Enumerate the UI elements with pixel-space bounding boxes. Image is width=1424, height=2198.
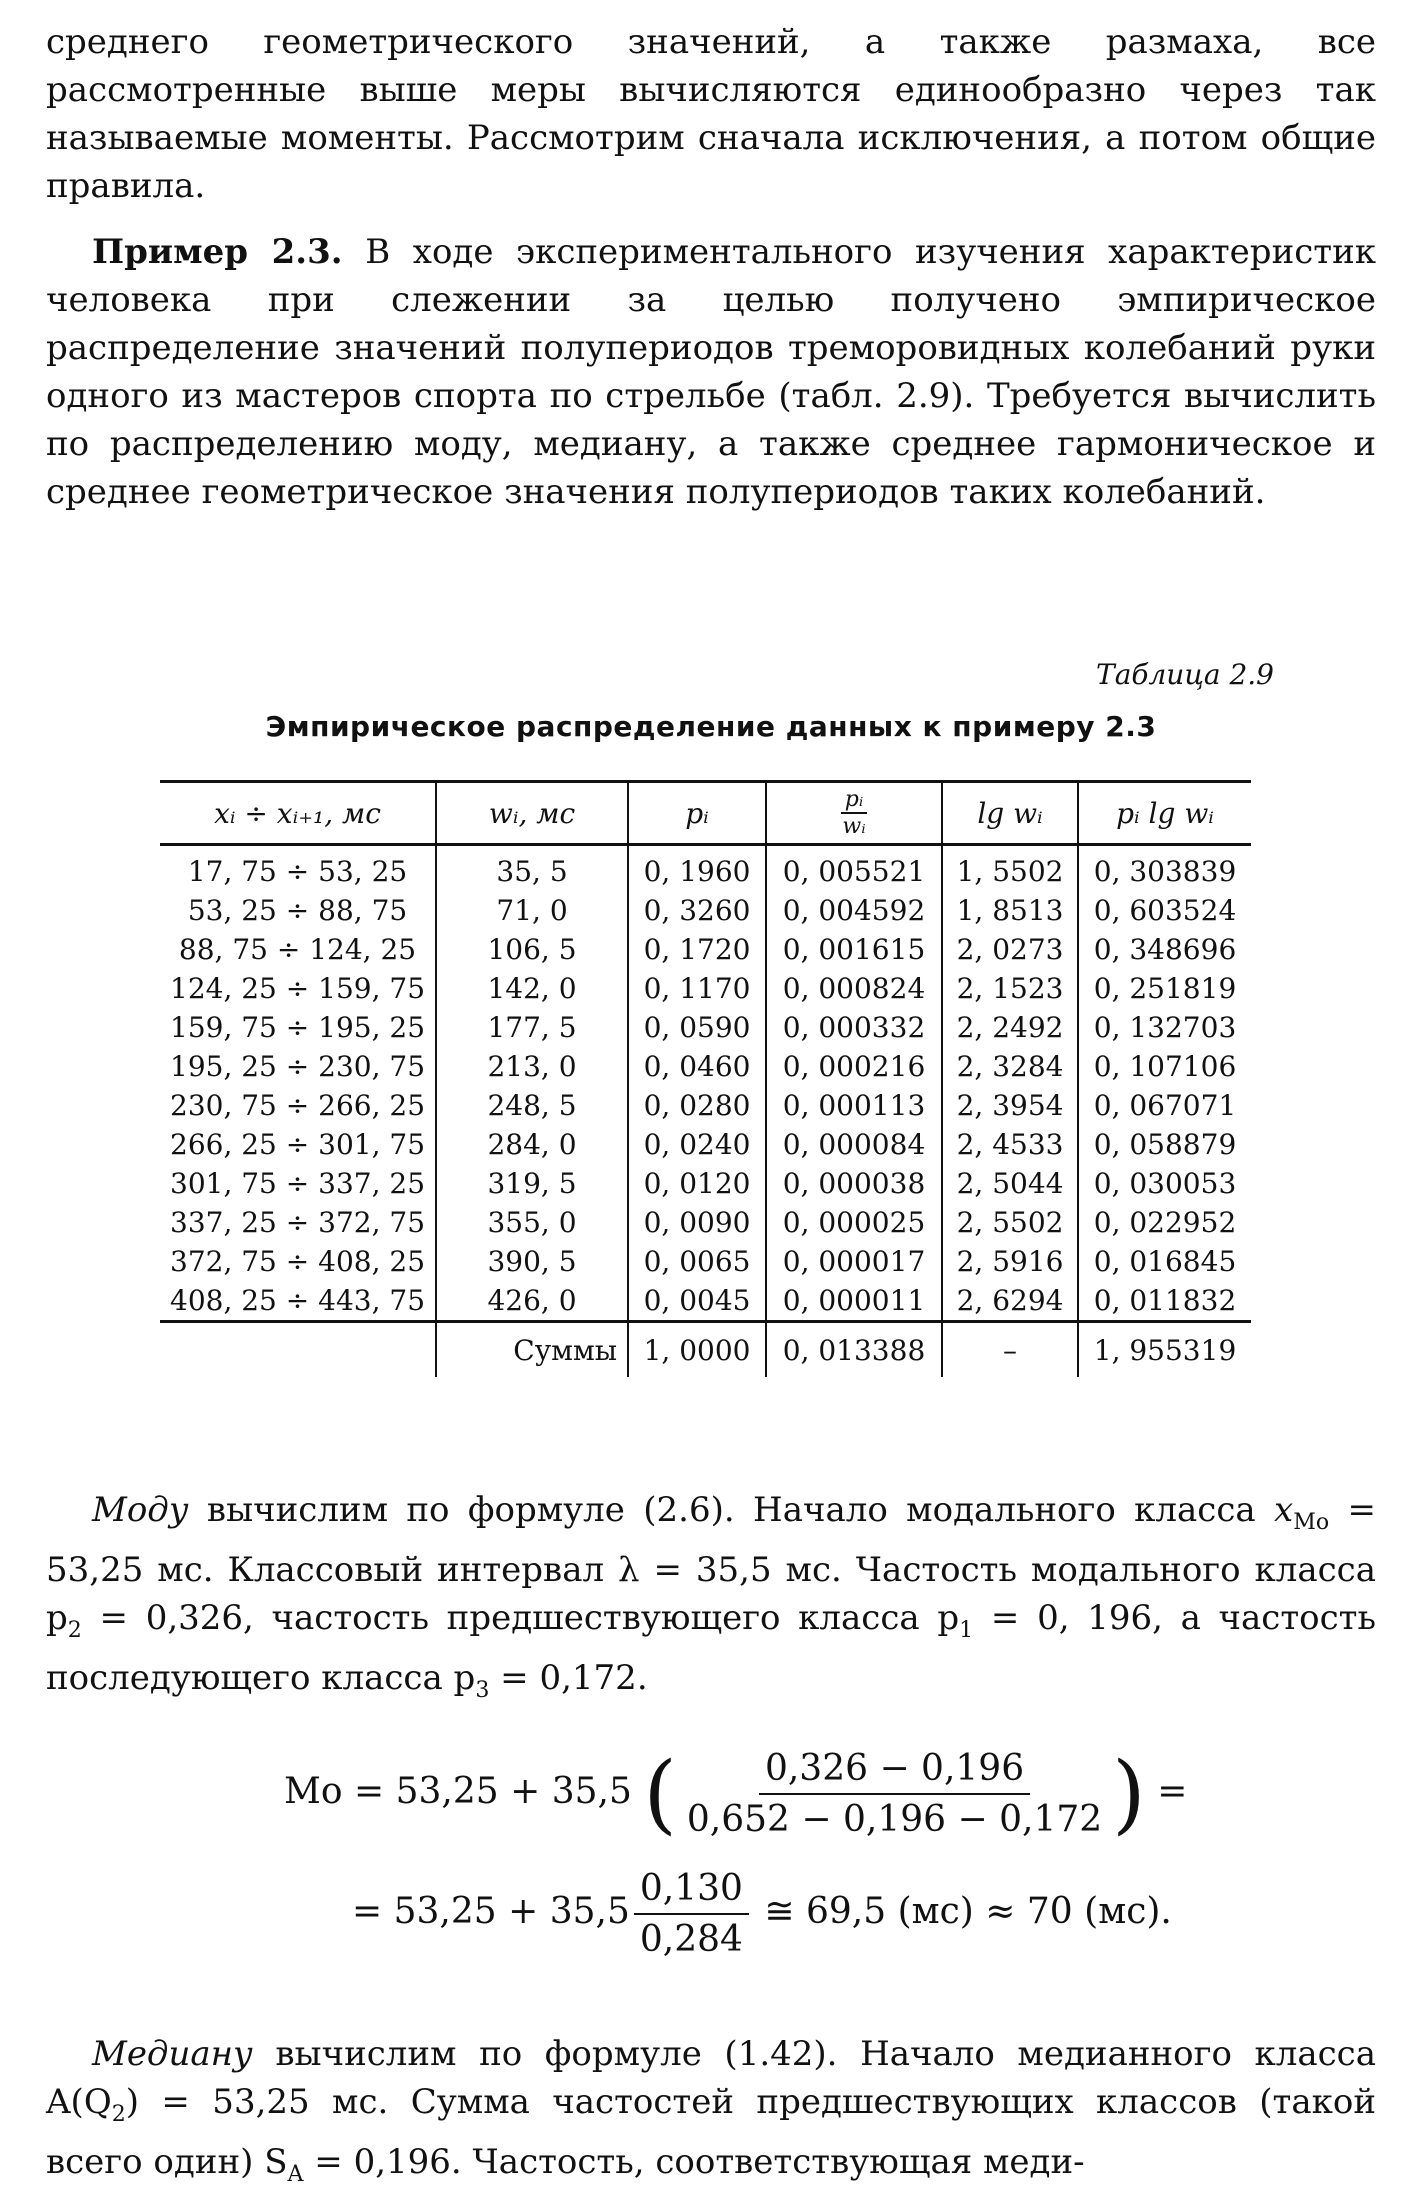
table-cell: 2, 5044 <box>942 1164 1078 1203</box>
table-cell: 2, 3284 <box>942 1047 1078 1086</box>
table-cell: 0, 000017 <box>766 1242 942 1281</box>
table-cell: 0, 3260 <box>628 891 766 930</box>
table-row <box>160 1086 1251 1125</box>
table-cell: 0, 0090 <box>628 1203 766 1242</box>
table-cell: 0, 303839 <box>1078 845 1251 892</box>
table-cell: 0, 005521 <box>766 845 942 892</box>
table-cell: 284, 0 <box>436 1125 628 1164</box>
table-cell: 0, 000113 <box>766 1086 942 1125</box>
header-interval: xᵢ ÷ xᵢ₊₁, мс <box>160 782 436 845</box>
table-cell: 35, 5 <box>436 845 628 892</box>
table-row <box>160 1125 1251 1164</box>
table-cell: 0, 011832 <box>1078 1281 1251 1322</box>
table-cell: 2, 5916 <box>942 1242 1078 1281</box>
table-cell: 355, 0 <box>436 1203 628 1242</box>
table-cell: 0, 107106 <box>1078 1047 1251 1086</box>
table-cell: 2, 2492 <box>942 1008 1078 1047</box>
table-cell: 71, 0 <box>436 891 628 930</box>
table-cell: 390, 5 <box>436 1242 628 1281</box>
table-row <box>160 930 1251 969</box>
table-cell: 0, 348696 <box>1078 930 1251 969</box>
table-cell: 0, 132703 <box>1078 1008 1251 1047</box>
table-caption: Таблица 2.9 <box>1096 658 1274 691</box>
table-cell: 0, 016845 <box>1078 1242 1251 1281</box>
table-cell: 0, 0590 <box>628 1008 766 1047</box>
table-cell: 159, 75 ÷ 195, 25 <box>160 1008 436 1047</box>
table-cell: 248, 5 <box>436 1086 628 1125</box>
table-row <box>160 969 1251 1008</box>
table-cell: 0, 0120 <box>628 1164 766 1203</box>
table-row <box>160 891 1251 930</box>
sum-label: Суммы <box>436 1322 628 1378</box>
mode-term: Моду <box>92 1490 189 1530</box>
table-cell: 0, 000011 <box>766 1281 942 1322</box>
table-cell: 0, 058879 <box>1078 1125 1251 1164</box>
table-cell: 124, 25 ÷ 159, 75 <box>160 969 436 1008</box>
table-row <box>160 1164 1251 1203</box>
table-cell: 0, 000332 <box>766 1008 942 1047</box>
table-cell: 0, 0065 <box>628 1242 766 1281</box>
table-cell: 0, 1960 <box>628 845 766 892</box>
mode-fraction-2: $\frac{0,130}{0,284}$ <box>634 1868 749 1960</box>
table-cell: 0, 000025 <box>766 1203 942 1242</box>
table-row <box>160 845 1251 892</box>
table-cell: 0, 000038 <box>766 1164 942 1203</box>
intro-paragraph: среднего геометрического значений, а также размаха, все рассмотренные выше меры вычисляются единообразно через так называемые моменты. Рассмотрим сначала исключения, а потом общие правила. <box>46 22 1376 206</box>
example-text: В ходе экспериментального изучения характеристик человека при слежении за целью получено эмпирическое распределение значений полупериодов треморовидных колебаний руки одного из мастеров спорта по стрельбе (табл. 2.9). Требуется вычислить по распределению моду, медиану, а также среднее гармоническое и среднее геометрическое значения полупериодов таких колебаний. <box>46 232 1376 512</box>
median-term: Медиану <box>92 2034 253 2074</box>
table-cell: 0, 030053 <box>1078 1164 1251 1203</box>
table-cell: 2, 4533 <box>942 1125 1078 1164</box>
table-row <box>160 1242 1251 1281</box>
table-cell: 53, 25 ÷ 88, 75 <box>160 891 436 930</box>
table-title: Эмпирическое распределение данных к примеру 2.3 <box>265 710 1157 743</box>
table-row <box>160 1008 1251 1047</box>
sum-plg: 1, 955319 <box>1078 1322 1251 1378</box>
table-cell: 142, 0 <box>436 969 628 1008</box>
table-cell: 0, 0045 <box>628 1281 766 1322</box>
header-p-over-w: $\frac{\text{pᵢ}}{\text{wᵢ}}$ <box>766 782 942 845</box>
table-cell: 2, 6294 <box>942 1281 1078 1322</box>
table-row <box>160 1281 1251 1322</box>
table-cell: 408, 25 ÷ 443, 75 <box>160 1281 436 1322</box>
table-sum-row <box>160 1322 1251 1378</box>
table-cell: 106, 5 <box>436 930 628 969</box>
table-header-row <box>160 782 1251 845</box>
table-cell: 0, 067071 <box>1078 1086 1251 1125</box>
table-cell: 0, 004592 <box>766 891 942 930</box>
data-table <box>160 780 1251 1377</box>
table-cell: 1, 8513 <box>942 891 1078 930</box>
table-cell: 337, 25 ÷ 372, 75 <box>160 1203 436 1242</box>
table-cell: 0, 1170 <box>628 969 766 1008</box>
sum-lg: – <box>942 1322 1078 1378</box>
table-cell: 0, 000084 <box>766 1125 942 1164</box>
table-cell: 2, 1523 <box>942 969 1078 1008</box>
table-cell: 319, 5 <box>436 1164 628 1203</box>
table-cell: 301, 75 ÷ 337, 25 <box>160 1164 436 1203</box>
table-cell: 2, 3954 <box>942 1086 1078 1125</box>
header-w: wᵢ, мс <box>436 782 628 845</box>
table-cell: 213, 0 <box>436 1047 628 1086</box>
sum-pw: 0, 013388 <box>766 1322 942 1378</box>
table-cell: 0, 000216 <box>766 1047 942 1086</box>
mode-fraction-1: $\frac{0,326 - 0,196}{0,652 - 0,196 - 0,172}$ <box>686 1748 1103 1840</box>
mode-formula-line-1: Mo = 53,25 + 35,5 ( $\frac{0,326 - 0,196}{0,652 - 0,196 - 0,172}$ ) = <box>284 1744 1188 1844</box>
mode-paragraph: Моду вычислим по формуле (2.6). Начало модального класса $x_{Mo} = 53,25$ мс. Классовый интервал λ = 35,5 мс. Частость модального класса $p_2 = 0,326$, частость предшествующего класса $p_1 = 0$, 196, а частость последующего класса $p_3 = 0,172$. <box>46 1490 1376 1703</box>
table-cell: 0, 022952 <box>1078 1203 1251 1242</box>
table-cell: 1, 5502 <box>942 845 1078 892</box>
table-cell: 426, 0 <box>436 1281 628 1322</box>
table-cell: 0, 000824 <box>766 969 942 1008</box>
table-cell: 0, 0280 <box>628 1086 766 1125</box>
example-paragraph <box>46 228 1376 516</box>
example-label: Пример 2.3. <box>92 232 343 272</box>
table-cell: 0, 0460 <box>628 1047 766 1086</box>
table-cell: 230, 75 ÷ 266, 25 <box>160 1086 436 1125</box>
table-body <box>160 845 1251 1322</box>
table-cell: 0, 0240 <box>628 1125 766 1164</box>
sum-p: 1, 0000 <box>628 1322 766 1378</box>
table-cell: 0, 001615 <box>766 930 942 969</box>
table-cell: 0, 251819 <box>1078 969 1251 1008</box>
table-row <box>160 1047 1251 1086</box>
table-row <box>160 1203 1251 1242</box>
table-cell: 195, 25 ÷ 230, 75 <box>160 1047 436 1086</box>
sum-empty-cell <box>160 1322 436 1378</box>
table-cell: 2, 5502 <box>942 1203 1078 1242</box>
table-cell: 372, 75 ÷ 408, 25 <box>160 1242 436 1281</box>
header-lg-w: lg wᵢ <box>942 782 1078 845</box>
table-cell: 0, 1720 <box>628 930 766 969</box>
mode-formula-line-2: = 53,25 + 35,5 $\frac{0,130}{0,284}$ ≅ 69,5 (мс) ≈ 70 (мс). <box>352 1868 1172 1960</box>
header-p-lg-w: pᵢ lg wᵢ <box>1078 782 1251 845</box>
table-cell: 2, 0273 <box>942 930 1078 969</box>
header-p: pᵢ <box>628 782 766 845</box>
table-cell: 17, 75 ÷ 53, 25 <box>160 845 436 892</box>
table-cell: 88, 75 ÷ 124, 25 <box>160 930 436 969</box>
table-cell: 177, 5 <box>436 1008 628 1047</box>
table-cell: 266, 25 ÷ 301, 75 <box>160 1125 436 1164</box>
table-cell: 0, 603524 <box>1078 891 1251 930</box>
median-paragraph: Медиану вычислим по формуле (1.42). Начало медианного класса $A(Q_2) = 53,25$ мс. Сумма частостей предшествующих классов (такой всего один) $S_A = 0,196$. Частость, соответствующая меди- <box>46 2034 1376 2187</box>
